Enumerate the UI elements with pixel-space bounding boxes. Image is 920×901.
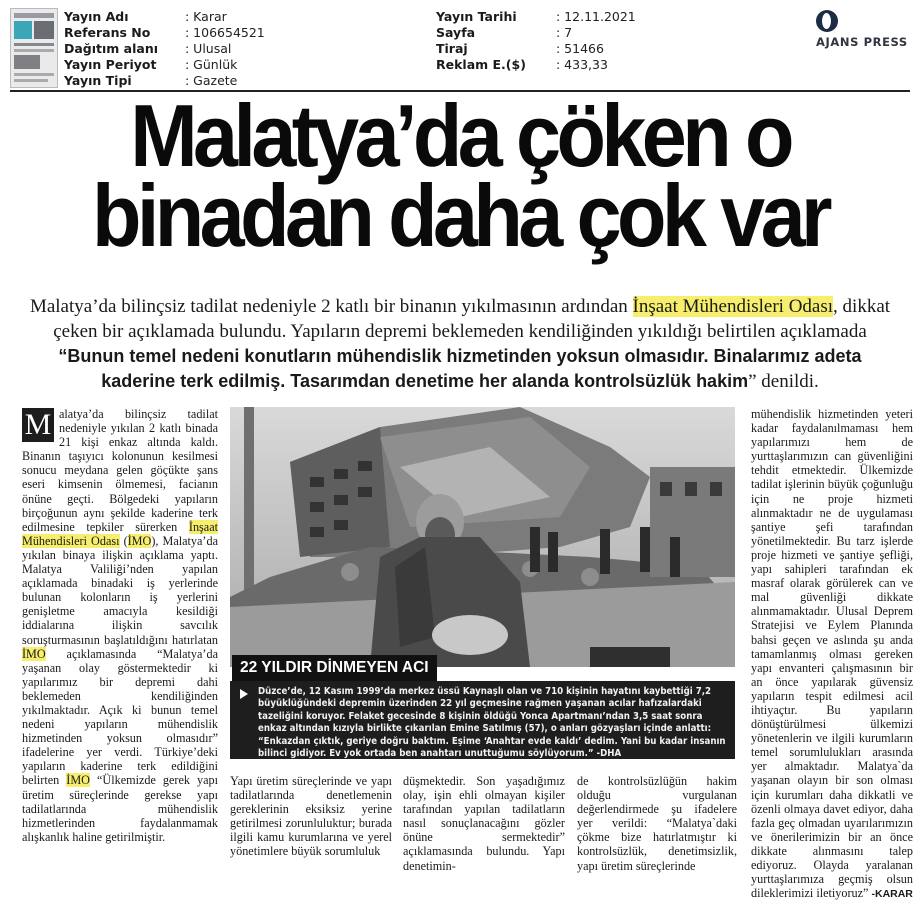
highlighted-term: İMO: [66, 773, 90, 788]
photo-illustration: [230, 407, 735, 667]
article-lead: Malatya’da bilinçsiz tadilat nedeniyle 2 katlı bir binanın yıkılmasının ardından İnşaat Mühendisleri Odası, dikkat çeken bir açıklamada bulundu. Yapıların depremi beklemeden kendiliğinden yıkıldığı belirtilen açıklamada “Bunun temel nedeni konutların mühendislik hizmetinden yoksun olmasıdır. Binalarımız adeta kaderine terk edilmiş. Tasarımdan denetime her alanda kontrolsüzlük hakim” denildi.: [29, 296, 891, 392]
headline-line-2: binadan daha çok var: [92, 166, 828, 265]
logo-text: AJANS PRESS: [816, 35, 908, 49]
article-column-3: düşmektedir. Son yaşadığımız olay, işin ehli olmayan kişiler tarafından yapılan tadilatların nasıl sonuçlanacağını gözler önüne sermektedir” açıklamasında bulundu. Yapı denetimin-: [403, 774, 565, 873]
highlighted-term: İMO: [22, 646, 46, 661]
globe-icon: [816, 10, 838, 32]
caption-title: 22 YILDIR DİNMEYEN ACI: [232, 655, 437, 681]
earthquake-photo[interactable]: [230, 407, 735, 667]
headline-line-1: Malatya’da çöken o: [130, 86, 790, 185]
publication-meta-right: [436, 9, 636, 73]
meta-row: Tiraj : 51466: [436, 41, 604, 56]
publication-meta-left: [64, 9, 265, 89]
meta-row: Dağıtım alanı : Ulusal: [64, 41, 232, 56]
article-headline: [50, 86, 871, 265]
article-column-2: Yapı üretim süreçlerinde ve yapı tadilatlarında denetlemenin gereklerinin eksiksiz yerine getirilmesi zorunluluktur; burada ilgili kamu kurumlarına ve yerel yönetimlere büyük sorumluluk: [230, 774, 392, 859]
article-column-4: de kontrolsüzlüğün hakim olduğu vurgulanan değerlendirmede şu ifadelere yer verildi: “Malatya`daki çökme bize hatırlatmıştır ki kontrolsüzlük, denetimsizlik, yapı üretim süreçlerinde: [577, 774, 737, 873]
lead-quote: “Bunun temel nedeni konutların mühendislik hizmetinden yoksun olmasıdır. Binalarımız adeta kaderine terk edilmiş. Tasarımdan denetime her alanda kontrolsüzlük hakim: [58, 346, 862, 391]
meta-row: Yayın Adı : Karar: [64, 9, 227, 24]
highlighted-term: İnşaat Mühendisleri Odası: [22, 519, 218, 548]
highlighted-term: İMO: [127, 533, 152, 548]
meta-row: Referans No : 106654521: [64, 25, 265, 40]
play-triangle-icon: [240, 689, 248, 699]
meta-row: Sayfa : 7: [436, 25, 573, 40]
caption-text: Düzce’de, 12 Kasım 1999’da merkez üssü Kaynaşlı olan ve 710 kişinin hayatını kaybettiği 7,2 büyüklüğündeki depremin üzerinden 22 yıl geçmesine rağmen yaşanan acılar hafızalardaki tazeliğini koruyor. Felaket gecesinde 8 kişinin öldüğü Yonca Apartmanı’ndan 3,5 saat sonra enkaz altından kızıyla birlikte çıkarılan Emine Satılmış (57), o anları gözyaşları içinde anlattı: “Enkazdan çıktık, geriye doğru baktım. Eşime ‘Anahtar evde kaldı’ dedim. Yani bu kadar insanın bilinci gidiyor. Ev yok ortada ben anahtarı unuttuğumu söylüyorum.” -DHA: [258, 686, 726, 760]
drop-cap: M: [22, 408, 54, 442]
meta-row: Reklam E.($) : 433,33: [436, 57, 608, 72]
meta-row: Yayın Tarihi : 12.11.2021: [436, 9, 636, 24]
caption-text-box: [230, 681, 735, 759]
ajans-press-logo: [816, 10, 912, 50]
article-column-5: mühendislik hizmetinden yeteri kadar faydalanılmaması hem yapılarımızı hem de yurttaşlarımızın can güvenliğini tehdit etmektedir. Ülkemizde tadilat işlerinin büyük çoğunluğu için ne proje hizmeti alınmaktadır ne de uygulaması şantiye şefi tarafından yönetilmektedir. Bu tarz işlerde proje hizmeti ve şantiye şefliği, yapı sahipleri tarafından ek masraf olarak görülerek can ve mal güvenliği dikkate alınmamaktadır. Ulusal Deprem Stratejisi ve Eylem Planında bahsi geçen ve aslında şu anda tamamlanmış olması gereken yapı envanteri çalışmasının bir an önce yapılarak güvensiz yapıların tespit edilmesi acil ihtiyaçtır. Bu yapıların dönüştürülmesi ülkemizi yönetenlerin ve ilgili kurumların temel sorumlulukları arasında yer almaktadır. Malatya`da yaşanan olayın bir son olması için kurumları daha dikkatli ve özenli olmaya davet ediyor, daha fazla geç olmadan uyarılarımızın ve önerilerimizin bir an önce dikkate alınmasını talep ediyoruz. Olayda yaralanan yurttaşlarımıza geçmiş olsun dileklerimizi iletiyoruz” -KARAR: [751, 407, 913, 901]
article-signature: -KARAR: [871, 888, 913, 901]
meta-row: Yayın Periyot : Günlük: [64, 57, 238, 72]
clipping-header: [0, 0, 920, 92]
meta-row: Yayın Tipi : Gazete: [64, 73, 238, 88]
photo-caption: [230, 655, 735, 765]
article-column-1: M alatya’da bilinçsiz tadilat nedeniyle yıkılan 2 katlı binada 21 kişi enkaz altında kaldı. Binanın taşıyıcı kolonunun kesilmesi sonucu meydana gelen göçükte şans eseri kimsenin ölmemesi, facianın önüne geçti. Bölgedeki yapıların birçoğunun aynı şekilde kaderine terk edilmesine tepkiler sürerken İnşaat Mühendisleri Odası (İMO), Malatya’da yıkılan binaya ilişkin açıklama yaptı. Malatya Valiliği’nden yapılan açıklamada binadaki iş yerlerinde bulunan kolonların iş yerlerini genişletme amacıyla kesildiği iddialarına ilişkin savcılık soruşturmasının başlatıldığını hatırlatan İMO açıklamasında “Malatya’da yaşanan olay göstermektedir ki yapılarımız bir depremi dahi beklemeden kendiliğinden yıkılmaktadır. Açık ki bunun temel nedeni yapıların mühendislik hizmetinden yoksun olmasıdır” ifadelerine yer verdi. Türkiye’deki yapıların kaderine terk edildiğini belirten İMO “Ülkemizde gerek yapı üretim süreçlerinde gerekse yapı tadilatlarında mühendislik hizmetlerinden faydalanmamak alışkanlık haline getirilmiştir.: [22, 407, 218, 844]
page-thumbnail[interactable]: [10, 8, 58, 88]
highlighted-term: İnşaat Mühendisleri Odası: [632, 296, 834, 317]
